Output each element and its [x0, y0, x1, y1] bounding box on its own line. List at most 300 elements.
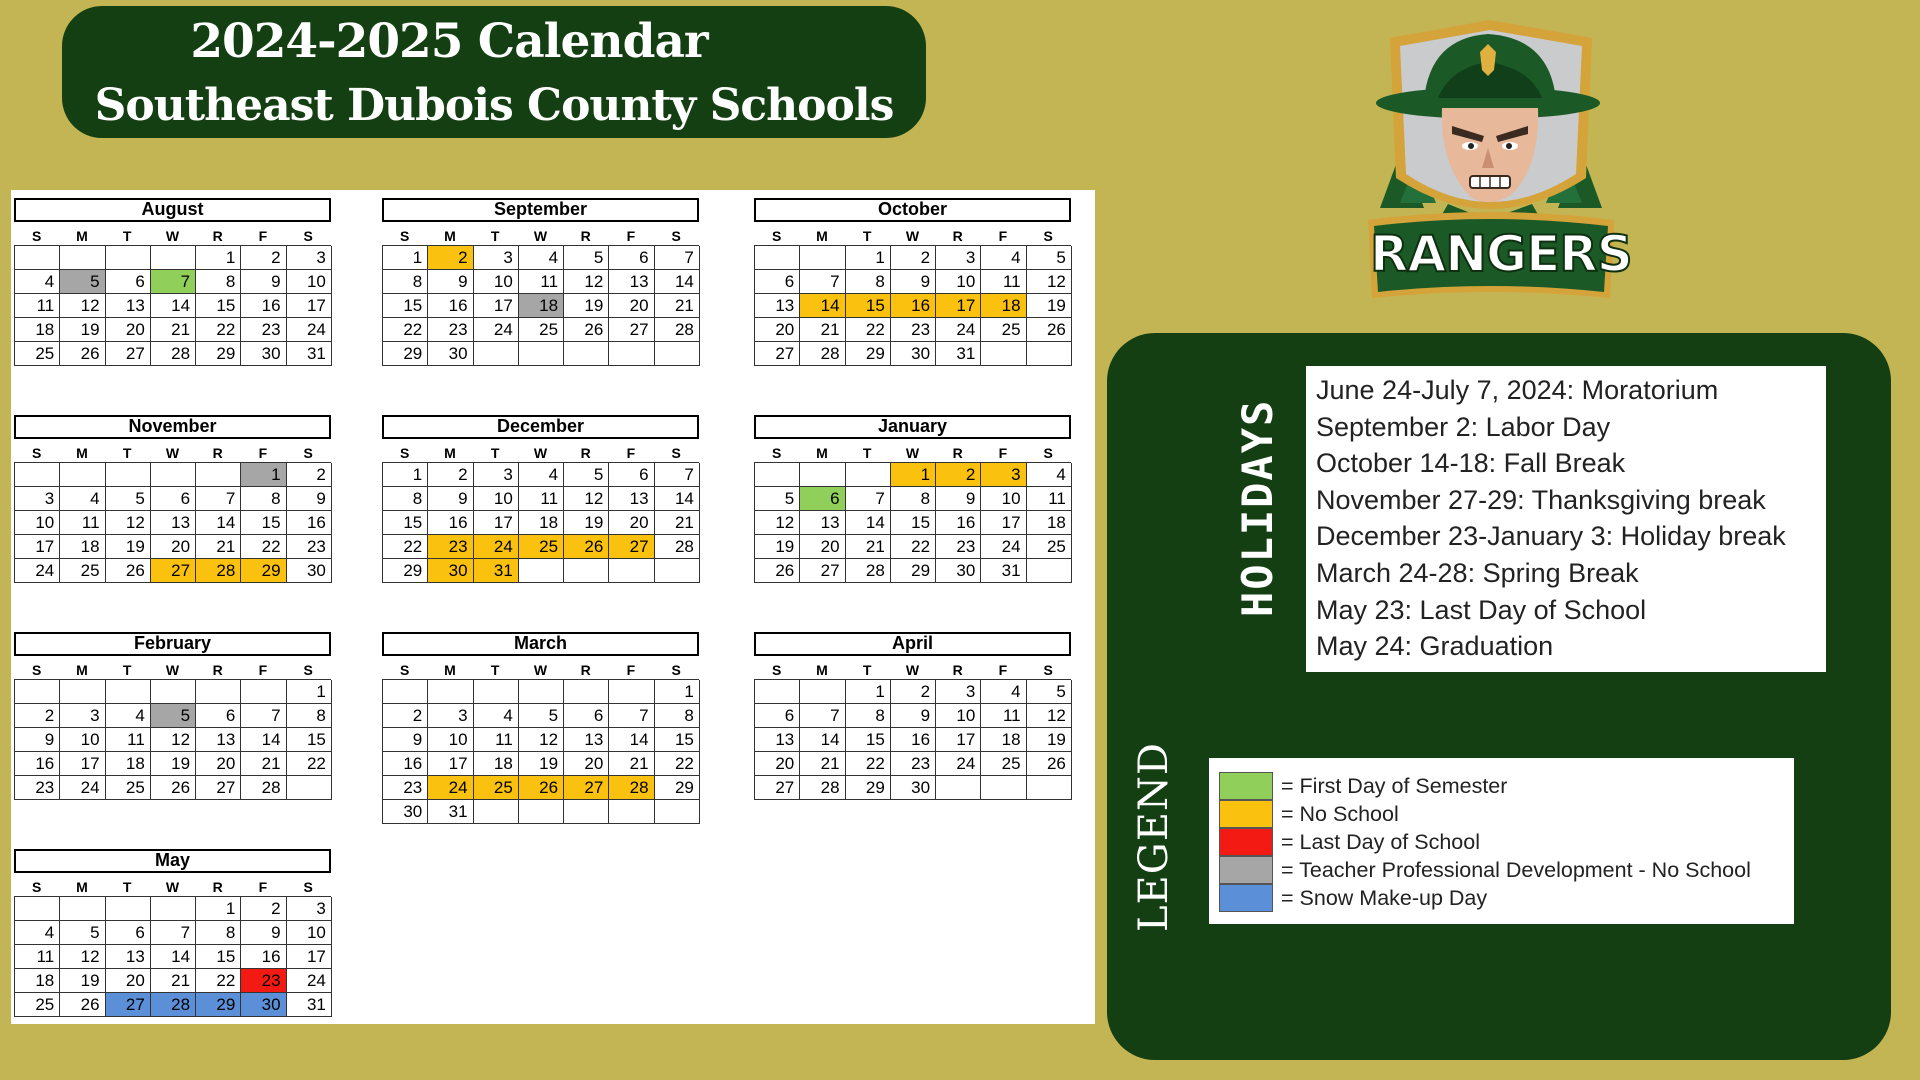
day-cell: 3 [474, 246, 519, 270]
empty-cell [981, 776, 1026, 800]
day-cell: 27 [564, 776, 609, 800]
day-cell: 27 [609, 318, 654, 342]
month-march [382, 632, 699, 824]
day-cell: 9 [891, 270, 936, 294]
month-name: December [382, 415, 699, 439]
empty-cell [60, 246, 105, 270]
weekday-label: M [816, 662, 828, 678]
empty-cell [609, 680, 654, 704]
empty-cell [519, 800, 564, 824]
day-cell: 23 [383, 776, 428, 800]
day-cell: 5 [519, 704, 564, 728]
day-cell: 24 [428, 776, 473, 800]
day-cell: 15 [196, 294, 241, 318]
day-cell: 18 [106, 752, 151, 776]
day-cell: 7 [609, 704, 654, 728]
day-cell: 6 [609, 246, 654, 270]
holiday-item: December 23-January 3: Holiday break [1316, 521, 1786, 552]
holiday-item: September 2: Labor Day [1316, 411, 1611, 442]
day-grid [14, 896, 331, 1017]
day-cell: 8 [383, 270, 428, 294]
day-cell: 4 [15, 270, 60, 294]
day-cell: 22 [655, 752, 700, 776]
empty-cell [936, 776, 981, 800]
day-cell: 18 [474, 752, 519, 776]
day-cell: 1 [383, 246, 428, 270]
day-cell: 19 [1027, 728, 1072, 752]
day-cell: 17 [15, 535, 60, 559]
day-cell: 1 [196, 897, 241, 921]
day-cell: 9 [241, 921, 286, 945]
day-cell: 27 [609, 535, 654, 559]
day-cell: 26 [1027, 752, 1072, 776]
day-cell: 15 [383, 511, 428, 535]
day-cell: 15 [655, 728, 700, 752]
day-cell: 25 [519, 535, 564, 559]
day-grid [382, 245, 699, 366]
weekday-label: S [771, 662, 782, 678]
month-april [754, 632, 1071, 800]
day-cell: 10 [981, 487, 1026, 511]
weekday-label: M [76, 662, 88, 678]
weekday-label: T [490, 445, 500, 461]
weekday-label: F [998, 445, 1008, 461]
day-cell: 21 [151, 969, 196, 993]
legend-swatch [1219, 800, 1273, 828]
day-cell: 21 [800, 752, 845, 776]
page-subtitle: Southeast Dubois County Schools [94, 80, 894, 131]
day-cell: 17 [287, 945, 332, 969]
day-cell: 24 [15, 559, 60, 583]
legend-text: = Snow Make-up Day [1281, 885, 1488, 910]
day-cell: 24 [936, 752, 981, 776]
weekday-label: W [533, 228, 548, 244]
legend-swatch [1219, 884, 1273, 912]
day-cell: 28 [196, 559, 241, 583]
day-cell: 10 [936, 704, 981, 728]
day-cell: 11 [15, 294, 60, 318]
day-cell: 17 [60, 752, 105, 776]
day-cell: 25 [106, 776, 151, 800]
day-cell: 8 [846, 270, 891, 294]
day-grid [14, 245, 331, 366]
day-cell: 23 [287, 535, 332, 559]
legend-swatch [1219, 828, 1273, 856]
day-cell: 31 [936, 342, 981, 366]
day-cell: 25 [981, 318, 1026, 342]
empty-cell [564, 680, 609, 704]
weekday-label: R [952, 228, 963, 244]
day-cell: 28 [241, 776, 286, 800]
day-cell: 15 [846, 294, 891, 318]
day-cell: 4 [15, 921, 60, 945]
day-cell: 12 [60, 945, 105, 969]
day-cell: 4 [60, 487, 105, 511]
day-cell: 15 [196, 945, 241, 969]
day-cell: 10 [60, 728, 105, 752]
day-cell: 26 [106, 559, 151, 583]
day-cell: 3 [287, 246, 332, 270]
weekday-label: W [165, 445, 180, 461]
day-cell: 8 [241, 487, 286, 511]
day-cell: 14 [846, 511, 891, 535]
weekday-label: M [444, 445, 456, 461]
day-cell: 3 [981, 463, 1026, 487]
day-cell: 28 [846, 559, 891, 583]
day-cell: 18 [519, 511, 564, 535]
day-cell: 6 [196, 704, 241, 728]
day-cell: 31 [287, 342, 332, 366]
day-cell: 29 [846, 776, 891, 800]
day-cell: 28 [655, 318, 700, 342]
weekday-header [754, 227, 1071, 245]
day-cell: 10 [287, 921, 332, 945]
day-cell: 17 [936, 728, 981, 752]
day-cell: 2 [891, 246, 936, 270]
day-cell: 25 [15, 993, 60, 1017]
empty-cell [800, 680, 845, 704]
day-cell: 29 [383, 559, 428, 583]
weekday-label: M [76, 228, 88, 244]
day-cell: 13 [755, 294, 800, 318]
legend-text: = Last Day of School [1281, 829, 1480, 854]
empty-cell [564, 342, 609, 366]
day-cell: 3 [428, 704, 473, 728]
day-cell: 10 [474, 270, 519, 294]
empty-cell [1027, 559, 1072, 583]
weekday-label: S [303, 662, 313, 678]
day-cell: 27 [196, 776, 241, 800]
empty-cell [106, 897, 151, 921]
day-cell: 11 [60, 511, 105, 535]
day-cell: 1 [891, 463, 936, 487]
empty-cell [151, 246, 196, 270]
day-cell: 12 [564, 487, 609, 511]
weekday-label: T [122, 228, 132, 244]
day-cell: 22 [846, 752, 891, 776]
day-cell: 16 [891, 294, 936, 318]
day-grid [14, 462, 331, 583]
page-title: 2024-2025 Calendar [190, 14, 708, 69]
empty-cell [151, 897, 196, 921]
holiday-item: November 27-29: Thanksgiving break [1316, 484, 1766, 515]
empty-cell [981, 342, 1026, 366]
day-cell: 30 [287, 559, 332, 583]
empty-cell [15, 246, 60, 270]
day-cell: 20 [106, 318, 151, 342]
day-cell: 7 [196, 487, 241, 511]
day-cell: 19 [151, 752, 196, 776]
empty-cell [106, 463, 151, 487]
day-cell: 30 [936, 559, 981, 583]
weekday-label: R [212, 445, 223, 461]
day-cell: 26 [755, 559, 800, 583]
day-cell: 17 [428, 752, 473, 776]
day-cell: 12 [106, 511, 151, 535]
day-cell: 10 [287, 270, 332, 294]
month-february [14, 632, 331, 800]
legend-item [1219, 828, 1794, 856]
legend-swatch [1219, 772, 1273, 800]
weekday-label: S [771, 445, 782, 461]
month-august [14, 198, 331, 366]
logo-wordmark: RANGERS [1370, 225, 1632, 283]
weekday-label: W [905, 662, 920, 678]
day-cell: 14 [655, 487, 700, 511]
weekday-label: T [490, 662, 500, 678]
day-cell: 29 [846, 342, 891, 366]
legend-label: LEGEND [1131, 742, 1177, 932]
day-cell: 16 [428, 511, 473, 535]
day-cell: 28 [151, 342, 196, 366]
day-cell: 24 [287, 969, 332, 993]
day-cell: 21 [609, 752, 654, 776]
day-cell: 31 [981, 559, 1026, 583]
day-cell: 7 [655, 463, 700, 487]
day-cell: 26 [1027, 318, 1072, 342]
day-cell: 25 [15, 342, 60, 366]
empty-cell [800, 246, 845, 270]
day-cell: 23 [241, 318, 286, 342]
calendar-panel [11, 190, 1095, 1024]
weekday-label: S [671, 445, 681, 461]
day-cell: 28 [151, 993, 196, 1017]
day-cell: 18 [981, 294, 1026, 318]
day-cell: 10 [428, 728, 473, 752]
weekday-label: W [905, 228, 920, 244]
day-cell: 3 [287, 897, 332, 921]
day-cell: 11 [106, 728, 151, 752]
month-name: February [14, 632, 331, 656]
day-cell: 5 [1027, 680, 1072, 704]
weekday-label: F [258, 662, 268, 678]
day-cell: 15 [891, 511, 936, 535]
day-cell: 2 [428, 246, 473, 270]
weekday-label: T [122, 445, 132, 461]
month-name: October [754, 198, 1071, 222]
weekday-header [14, 444, 331, 462]
day-cell: 16 [15, 752, 60, 776]
empty-cell [609, 559, 654, 583]
day-cell: 15 [846, 728, 891, 752]
day-cell: 24 [60, 776, 105, 800]
empty-cell [287, 776, 332, 800]
day-cell: 8 [287, 704, 332, 728]
weekday-label: S [399, 662, 410, 678]
day-cell: 20 [755, 752, 800, 776]
day-cell: 27 [800, 559, 845, 583]
day-cell: 20 [196, 752, 241, 776]
legend-item [1219, 856, 1794, 884]
day-cell: 13 [609, 270, 654, 294]
day-cell: 14 [800, 294, 845, 318]
empty-cell [564, 559, 609, 583]
day-cell: 16 [936, 511, 981, 535]
weekday-label: F [626, 662, 636, 678]
day-cell: 9 [428, 487, 473, 511]
day-cell: 23 [936, 535, 981, 559]
day-cell: 23 [428, 535, 473, 559]
day-cell: 28 [655, 535, 700, 559]
weekday-label: T [122, 879, 132, 895]
day-cell: 29 [891, 559, 936, 583]
empty-cell [474, 342, 519, 366]
day-grid [754, 245, 1071, 366]
day-cell: 9 [936, 487, 981, 511]
empty-cell [15, 680, 60, 704]
weekday-label: M [444, 662, 456, 678]
weekday-label: S [399, 228, 410, 244]
day-cell: 17 [474, 294, 519, 318]
day-cell: 19 [1027, 294, 1072, 318]
holidays-label: HOLIDAYS [1233, 398, 1282, 618]
legend-item [1219, 884, 1794, 912]
weekday-label: S [31, 879, 42, 895]
day-cell: 23 [891, 318, 936, 342]
day-cell: 16 [241, 945, 286, 969]
day-cell: 26 [60, 993, 105, 1017]
month-name: January [754, 415, 1071, 439]
weekday-label: M [444, 228, 456, 244]
weekday-label: W [905, 445, 920, 461]
day-cell: 21 [800, 318, 845, 342]
day-cell: 17 [981, 511, 1026, 535]
day-cell: 19 [564, 511, 609, 535]
weekday-label: F [998, 228, 1008, 244]
day-cell: 3 [474, 463, 519, 487]
day-cell: 12 [564, 270, 609, 294]
legend-text: = Teacher Professional Development - No School [1281, 857, 1751, 882]
day-cell: 22 [196, 318, 241, 342]
day-cell: 14 [151, 945, 196, 969]
empty-cell [196, 680, 241, 704]
weekday-label: R [212, 662, 223, 678]
weekday-label: S [303, 445, 313, 461]
day-cell: 17 [936, 294, 981, 318]
day-cell: 13 [106, 945, 151, 969]
weekday-label: M [816, 445, 828, 461]
empty-cell [60, 680, 105, 704]
day-cell: 29 [241, 559, 286, 583]
weekday-label: S [303, 228, 313, 244]
day-cell: 4 [106, 704, 151, 728]
day-cell: 6 [800, 487, 845, 511]
day-cell: 18 [981, 728, 1026, 752]
month-september [382, 198, 699, 366]
day-grid [382, 462, 699, 583]
empty-cell [474, 680, 519, 704]
legend-text: = No School [1281, 801, 1399, 826]
weekday-header [382, 227, 699, 245]
weekday-header [382, 661, 699, 679]
weekday-label: S [1043, 445, 1053, 461]
day-cell: 5 [151, 704, 196, 728]
day-cell: 16 [428, 294, 473, 318]
day-cell: 10 [15, 511, 60, 535]
day-cell: 11 [519, 270, 564, 294]
day-cell: 1 [655, 680, 700, 704]
day-cell: 9 [15, 728, 60, 752]
day-cell: 5 [60, 270, 105, 294]
weekday-label: W [165, 228, 180, 244]
empty-cell [1027, 776, 1072, 800]
day-cell: 25 [981, 752, 1026, 776]
day-cell: 3 [936, 246, 981, 270]
day-cell: 30 [241, 342, 286, 366]
day-cell: 30 [428, 559, 473, 583]
day-cell: 15 [241, 511, 286, 535]
day-cell: 25 [519, 318, 564, 342]
empty-cell [564, 800, 609, 824]
day-cell: 7 [846, 487, 891, 511]
day-cell: 21 [846, 535, 891, 559]
holiday-item: May 23: Last Day of School [1316, 594, 1647, 625]
legend-swatch [1219, 856, 1273, 884]
day-cell: 25 [60, 559, 105, 583]
day-cell: 14 [151, 294, 196, 318]
day-cell: 1 [241, 463, 286, 487]
day-cell: 1 [196, 246, 241, 270]
day-cell: 1 [287, 680, 332, 704]
day-cell: 20 [151, 535, 196, 559]
day-cell: 24 [287, 318, 332, 342]
weekday-label: M [76, 445, 88, 461]
holiday-item: May 24: Graduation [1316, 631, 1554, 662]
day-cell: 7 [241, 704, 286, 728]
empty-cell [609, 342, 654, 366]
day-cell: 1 [846, 680, 891, 704]
day-cell: 31 [428, 800, 473, 824]
day-cell: 19 [755, 535, 800, 559]
weekday-header [754, 444, 1071, 462]
day-cell: 2 [383, 704, 428, 728]
day-grid [754, 462, 1071, 583]
day-cell: 11 [1027, 487, 1072, 511]
empty-cell [15, 897, 60, 921]
weekday-label: T [862, 662, 872, 678]
month-name: August [14, 198, 331, 222]
month-january [754, 415, 1071, 583]
day-cell: 13 [106, 294, 151, 318]
day-cell: 20 [800, 535, 845, 559]
day-cell: 13 [755, 728, 800, 752]
day-cell: 21 [655, 294, 700, 318]
day-cell: 15 [383, 294, 428, 318]
day-cell: 19 [60, 969, 105, 993]
empty-cell [519, 559, 564, 583]
day-cell: 19 [564, 294, 609, 318]
weekday-label: S [671, 228, 681, 244]
day-cell: 13 [151, 511, 196, 535]
month-name: November [14, 415, 331, 439]
day-cell: 22 [383, 318, 428, 342]
empty-cell [474, 800, 519, 824]
day-cell: 23 [241, 969, 286, 993]
empty-cell [655, 342, 700, 366]
day-cell: 21 [241, 752, 286, 776]
day-cell: 22 [196, 969, 241, 993]
day-cell: 22 [891, 535, 936, 559]
day-cell: 7 [800, 270, 845, 294]
day-cell: 28 [800, 776, 845, 800]
day-cell: 18 [1027, 511, 1072, 535]
day-cell: 9 [383, 728, 428, 752]
day-cell: 5 [564, 246, 609, 270]
empty-cell [519, 680, 564, 704]
empty-cell [106, 680, 151, 704]
empty-cell [655, 800, 700, 824]
weekday-label: F [998, 662, 1008, 678]
